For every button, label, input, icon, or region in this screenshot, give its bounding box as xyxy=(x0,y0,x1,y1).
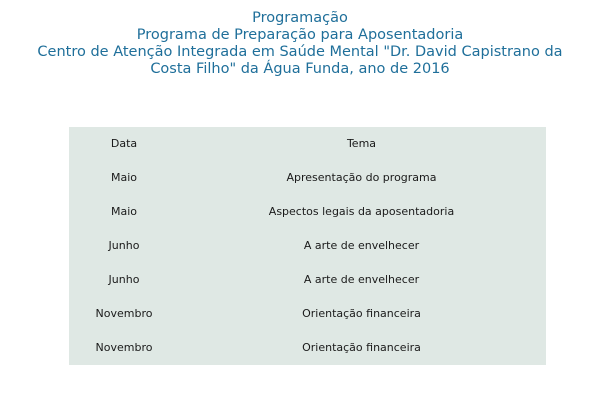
heading-institution-line-2: Costa Filho" da Água Funda, ano de 2016 xyxy=(150,61,450,77)
row-date: Junho xyxy=(108,273,140,286)
row-date: Junho xyxy=(108,239,140,252)
row-topic: Aspectos legais da aposentadoria xyxy=(268,205,455,218)
row-topic: Orientação financeira xyxy=(302,341,421,354)
row-date: Novembro xyxy=(95,307,153,320)
table-row xyxy=(69,229,546,263)
table-row xyxy=(69,297,546,331)
table-row xyxy=(69,263,546,297)
table-row xyxy=(69,331,546,365)
schedule-table xyxy=(69,127,546,365)
row-topic: A arte de envelhecer xyxy=(303,273,420,286)
table-row xyxy=(69,195,546,229)
row-topic: Orientação financeira xyxy=(302,307,421,320)
row-date: Maio xyxy=(110,205,138,218)
row-date: Maio xyxy=(110,171,138,184)
row-topic: Apresentação do programa xyxy=(286,171,437,184)
heading-program-name: Programa de Preparação para Aposentadoria xyxy=(136,27,464,43)
column-header-topic: Tema xyxy=(346,137,377,150)
table-row xyxy=(69,161,546,195)
table-header-row xyxy=(69,127,546,161)
heading-title: Programação xyxy=(252,10,348,26)
row-topic: A arte de envelhecer xyxy=(303,239,420,252)
heading-institution-line-1: Centro de Atenção Integrada em Saúde Mental "Dr. David Capistrano da xyxy=(37,44,563,60)
column-header-date: Data xyxy=(110,137,138,150)
row-date: Novembro xyxy=(95,341,153,354)
page-heading xyxy=(0,10,600,78)
